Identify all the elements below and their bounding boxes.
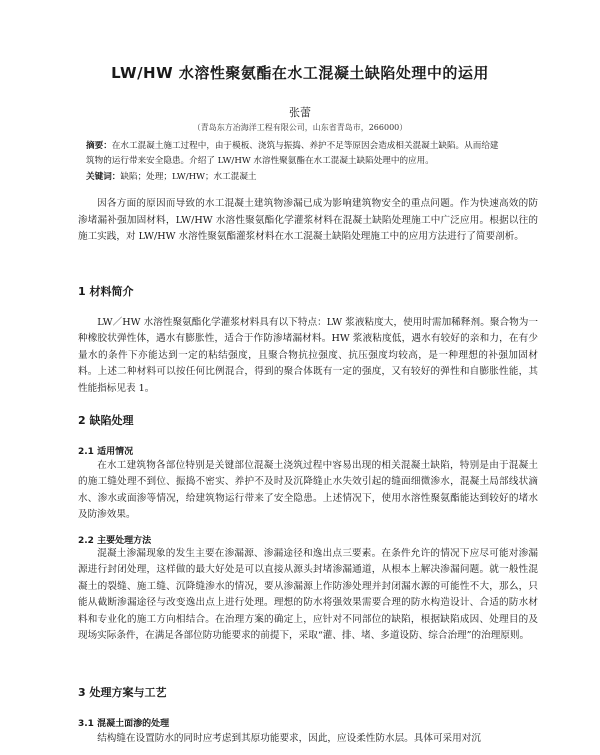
- section-2-2-heading: 2.2 主要处理方法: [78, 536, 152, 546]
- keywords-label: 关键词：: [86, 172, 121, 182]
- author-affiliation: （青岛东方冶海洋工程有限公司，山东省青岛市，266000）: [192, 123, 408, 132]
- section-3-1-heading: 3.1 混凝土面渗的处理: [78, 719, 170, 729]
- section-2-1-paragraph: 在水工建筑物各部位特别是关键部位混凝土浇筑过程中容易出现的相关混凝土缺陷，特别是由于混凝土的施工缝处理不到位、振捣不密实、养护不及时及沉降缝止水失效引起的缝面细微渗水，混凝土局部线状滴水、渗水或面渗等情况，给建筑物运行带来了安全隐患。上述情况下，使用水溶性聚氨酯能达到较好的堵水及防渗效果。: [78, 460, 538, 521]
- section-3-1-paragraph: 结构缝在设置防水的同时应考虑到其原功能要求，因此，应设柔性防水层。具体可采用对沉: [97, 733, 481, 744]
- abstract: [86, 139, 506, 169]
- paper-title: LW/HW 水溶性聚氨酯在水工混凝土缺陷处理中的运用: [111, 64, 489, 82]
- abstract-text: 在水工混凝土施工过程中，由于模板、浇筑与振捣、养护不足等原因会造成相关混凝土缺陷。从而给建筑物的运行带来安全隐患。介绍了 LW/HW 水溶性聚氨酯在水工混凝土缺陷处理中的应用。: [86, 141, 499, 166]
- intro-paragraph: 因各方面的原因而导致的水工混凝土建筑物渗漏已成为影响建筑物安全的重点问题。作为快速高效的防渗堵漏补强加固材料，LW/HW 水溶性聚氨酯化学灌浆材料在混凝土缺陷处理施工中广泛应用。根据以往的施工实践，对 LW/HW 水溶性聚氨酯灌浆材料在水工混凝土缺陷处理施工中的应用方法进行了简要剖析。: [78, 198, 538, 243]
- section-2-heading: 2 缺陷处理: [78, 414, 134, 427]
- author-name: 张蕾: [289, 106, 311, 119]
- keywords-text: 缺陷；处理；LW/HW；水工混凝土: [120, 172, 257, 182]
- keywords: [86, 170, 506, 182]
- section-2-1-heading: 2.1 适用情况: [78, 447, 134, 457]
- section-1-heading: 1 材料简介: [78, 285, 134, 298]
- section-1-paragraph: LW／HW 水溶性聚氨酯化学灌浆材料具有以下特点：LW 浆液粘度大，使用时需加稀释剂。聚合物为一种橡胶状弹性体，遇水有膨胀性，适合于作防渗堵漏材料。HW 浆液粘度低，遇水有较好的亲和力，在有少量水的条件下亦能达到一定的粘结强度，且聚合物抗拉强度、抗压强度均较高，是一种理想的补强加固材料。上述二种材料可以按任何比例混合，得到的聚合体既有一定的强度，又有较好的弹性和自膨胀性能，其性能指标见表 1。: [78, 317, 538, 394]
- section-2-2-paragraph: 混凝土渗漏现象的发生主要在渗漏源、渗漏途径和逸出点三要素。在条件允许的情况下应尽可能对渗漏源进行封闭处理，这样做的最大好处是可以直接从源头封堵渗漏通道，从根本上解决渗漏问题。就一般性混凝土的裂缝、施工缝、沉降缝渗水的情况，要从渗漏源上作防渗处理并封闭漏水源的可能性不大，那么，只能从截断渗漏途径与改变逸出点上进行处理。理想的防水将强效果需要合理的防水构造设计、合适的防水材料和专业化的施工方向相结合。在治理方案的确定上，应针对不同部位的缺陷，根据缺陷成因、处理目的及现场实际条件，在满足各部位防功能要求的前提下，采取“灌、排、堵、多道设防、综合治理”的治理原则。: [78, 548, 538, 642]
- abstract-label: 摘要：: [86, 141, 112, 151]
- section-3-heading: 3 处理方案与工艺: [78, 686, 167, 699]
